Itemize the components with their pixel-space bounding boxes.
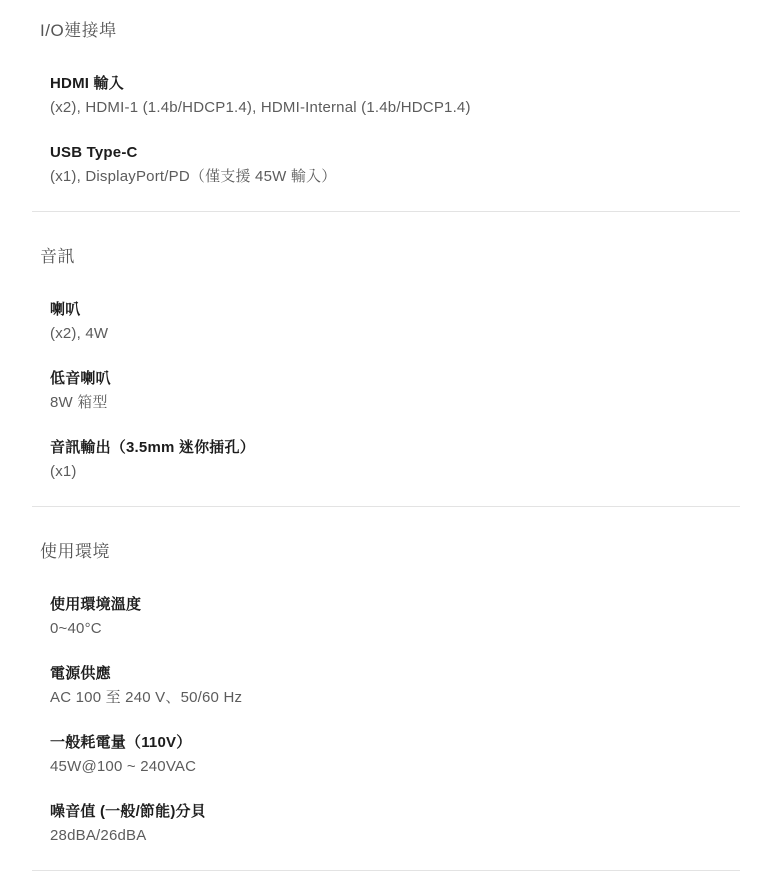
spec-item (50, 800, 740, 848)
spec-item-value: (x1), DisplayPort/PD（僅支援 45W 輸入） (50, 168, 337, 185)
spec-item-label: 一般耗電量（110V） (50, 734, 192, 751)
spec-item (50, 141, 740, 189)
section-operating-environment (32, 507, 740, 870)
spec-item-label: USB Type-C (50, 144, 138, 161)
spec-item-label: 電源供應 (50, 665, 111, 682)
section-title: 使用環境 (40, 542, 110, 561)
spec-item-value: 8W 箱型 (50, 394, 108, 411)
spec-item-value: 0~40°C (50, 620, 102, 637)
spec-item (50, 298, 740, 346)
section-title: I/O連接埠 (40, 21, 117, 40)
spec-item-value: (x2), HDMI-1 (1.4b/HDCP1.4), HDMI-Internal (1.4b/HDCP1.4) (50, 99, 471, 116)
spec-item-value: AC 100 至 240 V、50/60 Hz (50, 689, 243, 706)
spec-item (50, 731, 740, 779)
spec-item (50, 436, 740, 484)
spec-item-label: HDMI 輸入 (50, 75, 124, 92)
section-title: 音訊 (40, 247, 75, 266)
spec-item-value: (x2), 4W (50, 325, 109, 342)
spec-item-label: 使用環境溫度 (50, 596, 142, 613)
spec-item (50, 72, 740, 120)
spec-item-value: 28dBA/26dBA (50, 827, 147, 844)
spec-item-value: (x1) (50, 463, 77, 480)
spec-item-value: 45W@100 ~ 240VAC (50, 758, 197, 775)
spec-item-label: 喇叭 (50, 301, 81, 318)
spec-item (50, 662, 740, 710)
spec-item-label: 音訊輸出（3.5mm 迷你插孔） (50, 439, 255, 456)
spec-item-label: 噪音值 (一般/節能)分貝 (50, 803, 206, 820)
spec-item (50, 593, 740, 641)
spec-item-label: 低音喇叭 (50, 370, 111, 387)
section-io-ports (32, 0, 740, 211)
spec-item (50, 367, 740, 415)
section-audio (32, 212, 740, 506)
section-divider (32, 870, 740, 871)
